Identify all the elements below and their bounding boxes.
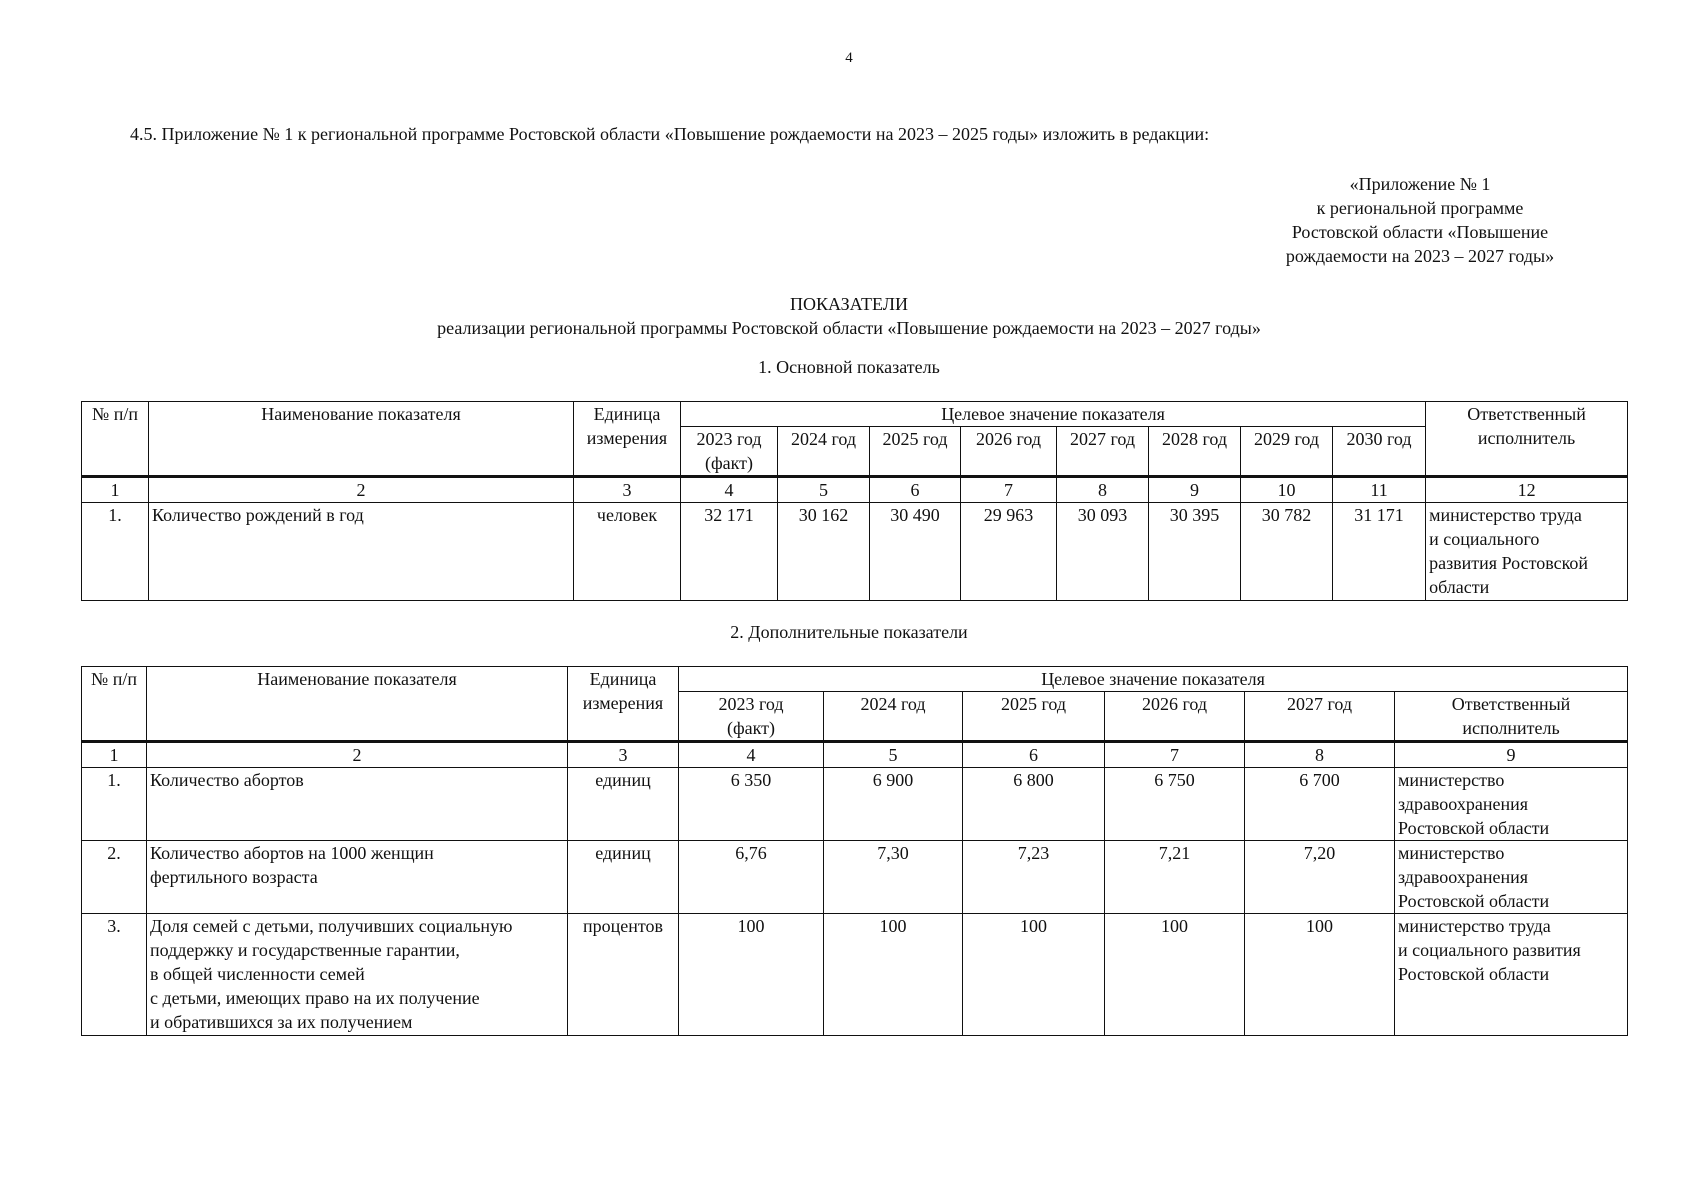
row-value: 7,30	[824, 841, 963, 914]
row-num: 1.	[82, 768, 147, 841]
row-value: 7,21	[1105, 841, 1245, 914]
column-number: 10	[1241, 477, 1333, 503]
column-number: 4	[679, 742, 824, 768]
row-value: 30 093	[1057, 503, 1149, 601]
fact-note: (факт)	[726, 718, 775, 738]
row-name-line: в общей численности семей	[150, 964, 365, 984]
column-number-row	[82, 477, 1628, 503]
column-number: 2	[149, 477, 574, 503]
column-number: 5	[778, 477, 870, 503]
row-name-line: Количество абортов	[150, 770, 304, 790]
row-name-line: Доля семей с детьми, получивших социальную	[150, 916, 513, 936]
column-number-row	[82, 742, 1628, 768]
header-year: 2029 год	[1241, 427, 1333, 477]
column-number: 2	[147, 742, 568, 768]
column-number: 7	[961, 477, 1057, 503]
header-year: 2025 год	[870, 427, 961, 477]
header-unit-line: измерения	[586, 428, 668, 448]
column-number: 5	[824, 742, 963, 768]
appendix-line: рождаемости на 2023 – 2027 годы»	[1285, 246, 1555, 266]
column-number: 9	[1395, 742, 1628, 768]
header-unit	[574, 402, 681, 477]
row-responsible	[1426, 503, 1628, 601]
document-heading	[0, 292, 1698, 340]
row-name: Количество рождений в год	[149, 503, 574, 601]
row-name-line: Количество абортов на 1000 женщин	[150, 843, 434, 863]
column-number: 4	[681, 477, 778, 503]
row-value: 6 800	[963, 768, 1105, 841]
year-label: 2023 год	[718, 694, 784, 714]
fact-note: (факт)	[704, 453, 753, 473]
row-responsible	[1395, 914, 1628, 1036]
row-unit: единиц	[568, 768, 679, 841]
column-number: 8	[1245, 742, 1395, 768]
responsible-line: здравоохранения	[1398, 867, 1529, 887]
header-unit-line: измерения	[582, 693, 664, 713]
header-year: 2030 год	[1333, 427, 1426, 477]
row-value: 6 750	[1105, 768, 1245, 841]
header-target: Целевое значение показателя	[679, 667, 1628, 692]
column-number: 6	[963, 742, 1105, 768]
appendix-line: Ростовской области «Повышение	[1291, 222, 1549, 242]
header-year: 2027 год	[1245, 692, 1395, 742]
column-number: 11	[1333, 477, 1426, 503]
year-label: 2023 год	[696, 429, 762, 449]
header-responsible	[1426, 402, 1628, 477]
row-value: 29 963	[961, 503, 1057, 601]
row-value: 31 171	[1333, 503, 1426, 601]
page-number: 4	[845, 50, 853, 66]
additional-indicators-table	[81, 666, 1628, 1036]
section2-title: 2. Дополнительные показатели	[730, 622, 968, 642]
appendix-line: «Приложение № 1	[1349, 174, 1491, 194]
row-value: 100	[824, 914, 963, 1036]
column-number: 7	[1105, 742, 1245, 768]
header-name: Наименование показателя	[149, 402, 574, 477]
row-value: 30 782	[1241, 503, 1333, 601]
header-year: 2026 год	[1105, 692, 1245, 742]
responsible-line: министерство	[1398, 770, 1505, 790]
row-value: 7,23	[963, 841, 1105, 914]
responsible-line: министерство	[1398, 843, 1505, 863]
row-num: 2.	[82, 841, 147, 914]
header-year	[681, 427, 778, 477]
header-year: 2026 год	[961, 427, 1057, 477]
row-value: 6 900	[824, 768, 963, 841]
responsible-line: развития Ростовской	[1429, 553, 1589, 573]
responsible-line: Ростовской области	[1398, 891, 1550, 911]
row-name	[147, 768, 568, 841]
responsible-line: Ростовской области	[1398, 818, 1550, 838]
row-value: 100	[963, 914, 1105, 1036]
header-unit-line: Единица	[589, 669, 657, 689]
column-number: 3	[574, 477, 681, 503]
row-responsible	[1395, 841, 1628, 914]
column-number: 12	[1426, 477, 1628, 503]
row-name-line: фертильного возраста	[150, 867, 318, 887]
header-target: Целевое значение показателя	[681, 402, 1426, 427]
header-year	[679, 692, 824, 742]
row-unit: процентов	[568, 914, 679, 1036]
row-value: 6,76	[679, 841, 824, 914]
header-year: 2024 год	[824, 692, 963, 742]
row-value: 30 490	[870, 503, 961, 601]
header-responsible-line: Ответственный	[1451, 694, 1571, 714]
header-year: 2024 год	[778, 427, 870, 477]
table-row	[82, 768, 1628, 841]
main-indicator-table	[81, 401, 1628, 601]
responsible-line: министерство труда	[1398, 916, 1551, 936]
row-num: 3.	[82, 914, 147, 1036]
header-year: 2027 год	[1057, 427, 1149, 477]
heading-title: ПОКАЗАТЕЛИ	[790, 294, 908, 314]
row-value: 100	[1105, 914, 1245, 1036]
header-year: 2025 год	[963, 692, 1105, 742]
row-name	[147, 841, 568, 914]
table-row	[82, 841, 1628, 914]
column-number: 1	[82, 477, 149, 503]
header-num: № п/п	[82, 402, 149, 477]
row-name-line: с детьми, имеющих право на их получение	[150, 988, 480, 1008]
appendix-reference	[1210, 172, 1630, 268]
header-unit-line: Единица	[593, 404, 661, 424]
row-unit: единиц	[568, 841, 679, 914]
section1-title: 1. Основной показатель	[758, 357, 940, 377]
appendix-line: к региональной программе	[1316, 198, 1524, 218]
row-value: 100	[679, 914, 824, 1036]
header-responsible-line: исполнитель	[1477, 428, 1576, 448]
row-value: 7,20	[1245, 841, 1395, 914]
responsible-line: и социального развития	[1398, 940, 1581, 960]
row-unit: человек	[574, 503, 681, 601]
header-responsible	[1395, 692, 1628, 742]
row-name	[147, 914, 568, 1036]
responsible-line: министерство труда	[1429, 505, 1582, 525]
header-responsible-line: исполнитель	[1462, 718, 1560, 738]
intro-paragraph: 4.5. Приложение № 1 к региональной программе Ростовской области «Повышение рождаемости на 2023 – 2025 годы» изложить в редакции:	[130, 124, 1210, 144]
responsible-line: и социального	[1429, 529, 1540, 549]
header-name: Наименование показателя	[147, 667, 568, 742]
row-value: 32 171	[681, 503, 778, 601]
header-responsible-line: Ответственный	[1467, 404, 1586, 424]
table-row	[82, 503, 1628, 601]
table-row	[82, 914, 1628, 1036]
header-unit	[568, 667, 679, 742]
column-number: 6	[870, 477, 961, 503]
row-value: 6 350	[679, 768, 824, 841]
row-name-line: и обратившихся за их получением	[150, 1012, 413, 1032]
column-number: 3	[568, 742, 679, 768]
row-value: 6 700	[1245, 768, 1395, 841]
column-number: 8	[1057, 477, 1149, 503]
row-value: 30 162	[778, 503, 870, 601]
responsible-line: здравоохранения	[1398, 794, 1529, 814]
row-value: 100	[1245, 914, 1395, 1036]
row-num: 1.	[82, 503, 149, 601]
row-name-line: поддержку и государственные гарантии,	[150, 940, 460, 960]
column-number: 1	[82, 742, 147, 768]
header-num: № п/п	[82, 667, 147, 742]
header-year: 2028 год	[1149, 427, 1241, 477]
responsible-line: области	[1429, 577, 1490, 597]
row-value: 30 395	[1149, 503, 1241, 601]
row-responsible	[1395, 768, 1628, 841]
heading-subtitle: реализации региональной программы Ростовской области «Повышение рождаемости на 2023 – 2027 годы»	[437, 318, 1261, 338]
responsible-line: Ростовской области	[1398, 964, 1550, 984]
column-number: 9	[1149, 477, 1241, 503]
